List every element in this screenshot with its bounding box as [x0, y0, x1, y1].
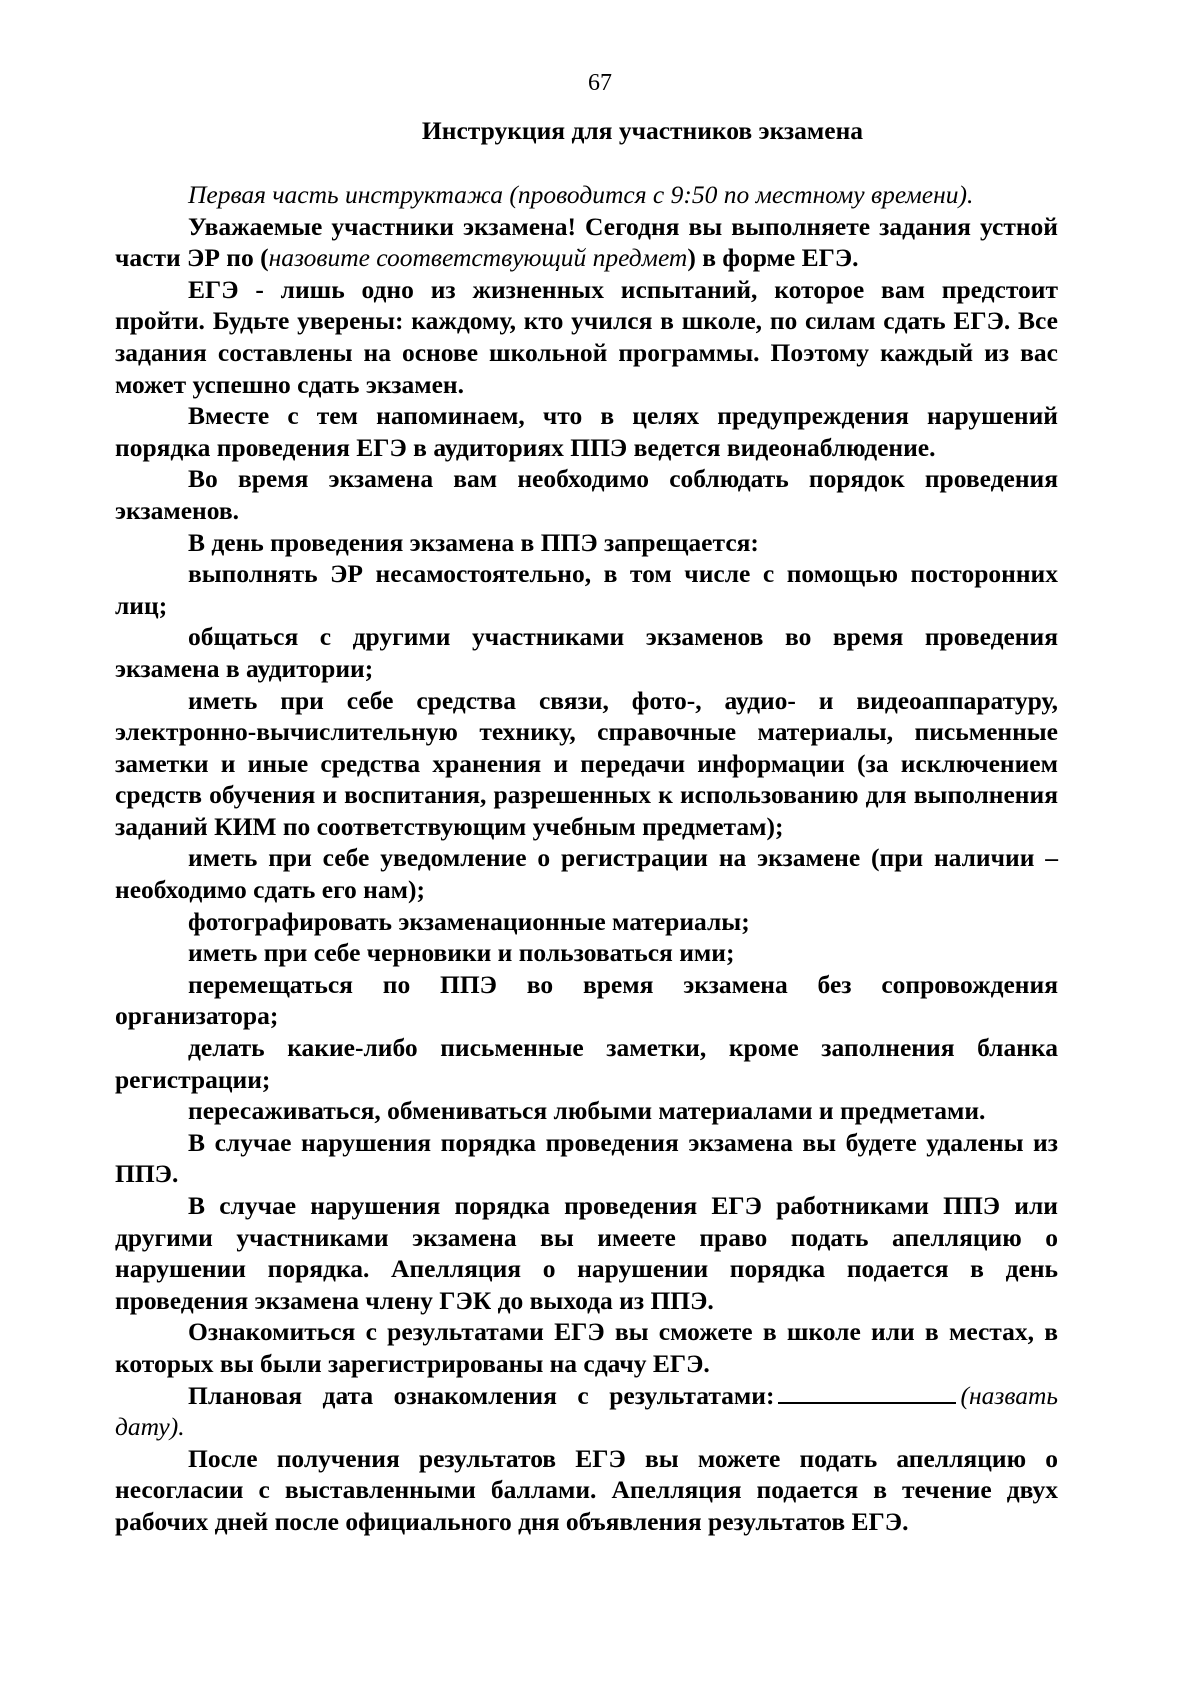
prohibited-item: перемещаться по ППЭ во время экзамена без сопровождения организатора; [115, 969, 1058, 1031]
greeting-text-end: ) в форме ЕГЭ. [687, 243, 859, 273]
paragraph-results-location: Ознакомиться с результатами ЕГЭ вы сможете в школе или в местах, в которых вы были зарегистрированы на сдачу ЕГЭ. [115, 1317, 1058, 1378]
results-date-hint: (назвать дату). [115, 1380, 1058, 1442]
prohibited-item: делать какие-либо письменные заметки, кроме заполнения бланка регистрации; [115, 1033, 1058, 1094]
paragraph-results-date [115, 1380, 1058, 1443]
prohibited-item: пересаживаться, обмениваться любыми материалами и предметами. [188, 1096, 986, 1126]
paragraph-procedure-appeal: В случае нарушения порядка проведения ЕГЭ работниками ППЭ или другими участниками экзамена вы имеете право подать апелляцию о нарушении порядка. Апелляция о нарушении порядка подается в день проведения экзамена члену ГЭК до выхода из ППЭ. [115, 1191, 1058, 1315]
document-title: Инструкция для участников экзамена [421, 116, 864, 145]
paragraph-encouragement: ЕГЭ - лишь одно из жизненных испытаний, которое вам предстоит пройти. Будьте уверены: каждому, кто учился в школе, по силам сдать ЕГЭ. Все задания составлены на основе школьной программы. Поэтому каждый из вас может успешно сдать экзамен. [115, 274, 1058, 399]
paragraph-greeting [115, 211, 1058, 274]
page-number: 67 [588, 70, 612, 96]
results-date-label: Плановая дата ознакомления с результатами: [188, 1380, 775, 1410]
date-blank-line [778, 1401, 956, 1404]
prohibited-item: фотографировать экзаменационные материалы; [188, 906, 750, 936]
paragraph-video-surveillance: Вместе с тем напоминаем, что в целях предупреждения нарушений порядка проведения ЕГЭ в аудиториях ППЭ ведется видеонаблюдение. [115, 401, 1058, 462]
prohibited-item: выполнять ЭР несамостоятельно, в том числе с помощью посторонних лиц; [115, 559, 1058, 620]
paragraph-rules-intro: Во время экзамена вам необходимо соблюдать порядок проведения экзаменов. [115, 464, 1058, 525]
greeting-text-start: Уважаемые участники экзамена! Сегодня вы выполняете задания устной части ЭР по ( [115, 211, 1058, 273]
paragraph-intro: Первая часть инструктажа (проводится с 9:50 по местному времени). [188, 180, 974, 209]
prohibited-item: иметь при себе черновики и пользоваться ими; [188, 938, 735, 968]
prohibited-item: иметь при себе уведомление о регистрации на экзамене (при наличии – необходимо сдать его нам); [115, 843, 1058, 905]
paragraph-score-appeal: После получения результатов ЕГЭ вы можете подать апелляцию о несогласии с выставленными баллами. Апелляция подается в течение двух рабочих дней после официального дня объявления результатов ЕГЭ. [115, 1443, 1058, 1536]
document-body [115, 179, 1058, 1538]
prohibited-item: общаться с другими участниками экзаменов во время проведения экзамена в аудитории; [115, 622, 1058, 683]
paragraph-removal-warning: В случае нарушения порядка проведения экзамена вы будете удалены из ППЭ. [115, 1127, 1058, 1189]
greeting-subject-hint: назовите соответствующий предмет [268, 243, 688, 273]
prohibited-item: иметь при себе средства связи, фото-, аудио- и видеоаппаратуру, электронно-вычислительную технику, справочные материалы, письменные заметки и иные средства хранения и передачи информации (за исключением средств обучения и воспитания, разрешенных к использованию для выполнения заданий КИМ по соответствующим учебным предметам); [115, 685, 1058, 841]
paragraph-prohibited-header: В день проведения экзамена в ППЭ запрещается: [188, 527, 759, 557]
